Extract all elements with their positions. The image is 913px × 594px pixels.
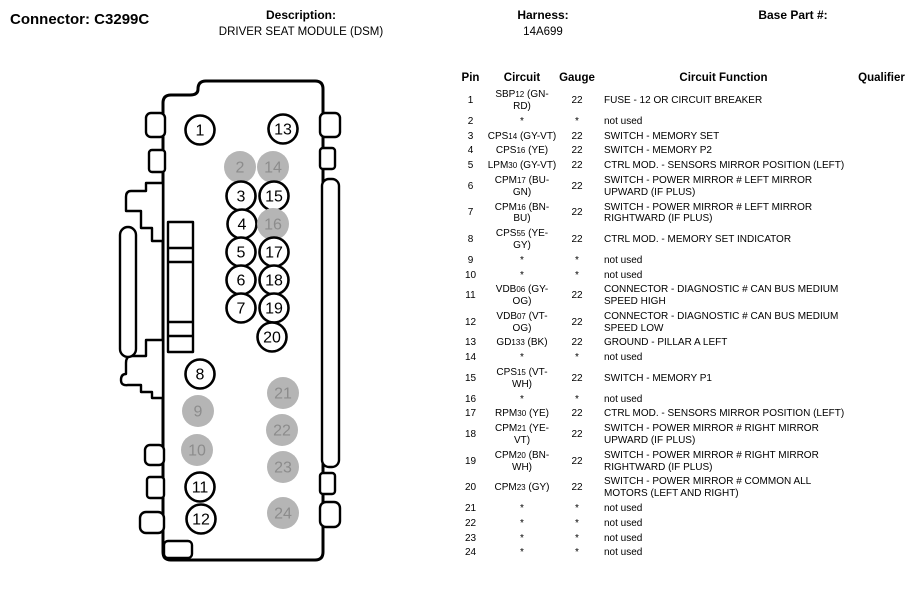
function-cell: SWITCH - MEMORY SET xyxy=(604,130,720,142)
qualifier-cell xyxy=(850,88,913,115)
pin-number: 10 xyxy=(188,442,206,460)
pin-number: 8 xyxy=(195,366,205,384)
gauge-cell: * xyxy=(575,503,579,515)
circuit-cell: * xyxy=(520,352,524,364)
left-tab-icon xyxy=(145,445,164,465)
function-cell: FUSE - 12 OR CIRCUIT BREAKER xyxy=(604,95,763,107)
pin-cell: 4 xyxy=(467,145,474,157)
qualifier-cell xyxy=(850,336,913,351)
gauge-cell: 22 xyxy=(571,372,583,384)
pin-cell: 22 xyxy=(464,517,477,529)
pin-row xyxy=(454,268,913,283)
pin-row xyxy=(454,351,913,366)
pin-number: 9 xyxy=(193,403,203,421)
harness-value: 14A699 xyxy=(523,26,563,38)
left-tab-icon xyxy=(146,113,165,137)
pin-cell: 16 xyxy=(464,393,477,405)
description-label: Description: xyxy=(265,8,336,22)
gauge-cell: 22 xyxy=(571,455,583,467)
description-value: DRIVER SEAT MODULE (DSM) xyxy=(218,26,384,38)
pin-table-header-row xyxy=(454,72,913,88)
pin-cell: 12 xyxy=(464,316,477,328)
function-cell: not used xyxy=(604,532,643,544)
pin-cell: 14 xyxy=(464,352,477,364)
circuit-cell: CPM21 (YE-VT) xyxy=(495,423,549,447)
function-cell: SWITCH - MEMORY P1 xyxy=(604,372,712,384)
pin-row xyxy=(454,283,913,310)
qualifier-cell xyxy=(850,173,913,200)
function-cell: CTRL MOD. - MEMORY SET INDICATOR xyxy=(604,234,792,245)
pin-cell: 24 xyxy=(464,547,477,559)
function-cell: not used xyxy=(604,503,643,515)
pin-cell: 5 xyxy=(467,160,474,172)
pin-number: 23 xyxy=(274,459,292,477)
circuit-cell: CPS55 (YE-GY) xyxy=(495,228,549,251)
gauge-cell: 22 xyxy=(571,316,583,328)
function-cell: SWITCH - POWER MIRROR # COMMON ALL MOTORS (LEFT AND RIGHT) xyxy=(604,476,811,500)
qualifier-cell xyxy=(850,448,913,475)
gauge-cell: 22 xyxy=(571,160,583,172)
function-cell: not used xyxy=(604,269,643,281)
function-cell: SWITCH - POWER MIRROR # RIGHT MIRROR UPWARD (IF PLUS) xyxy=(604,423,819,447)
qualifier-cell xyxy=(850,516,913,531)
pin-cell: 6 xyxy=(467,180,474,192)
circuit-cell: * xyxy=(520,517,524,529)
pin-row xyxy=(454,227,913,254)
gauge-cell: * xyxy=(575,547,579,559)
gauge-cell: * xyxy=(575,393,579,405)
pin-number: 22 xyxy=(273,422,291,440)
qualifier-cell xyxy=(850,144,913,159)
pin-number: 24 xyxy=(274,505,292,523)
gauge-cell: * xyxy=(575,269,579,281)
function-cell: CTRL MOD. - SENSORS MIRROR POSITION (LEFT) xyxy=(604,408,845,420)
function-cell: not used xyxy=(604,254,643,266)
gauge-cell: * xyxy=(575,532,579,544)
function-cell: not used xyxy=(604,352,643,364)
pin-cell: 10 xyxy=(464,269,477,281)
pin-row xyxy=(454,475,913,502)
gauge-cell: 22 xyxy=(571,207,583,219)
pin-row xyxy=(454,336,913,351)
harness-label: Harness: xyxy=(517,8,569,22)
function-cell: GROUND - PILLAR A LEFT xyxy=(604,337,728,349)
pin-cell: 17 xyxy=(464,408,477,420)
qualifier-cell xyxy=(850,475,913,502)
pin-number: 17 xyxy=(265,244,283,262)
pin-cell: 21 xyxy=(464,503,477,515)
pin-number: 1 xyxy=(195,122,205,140)
pin-cell: 3 xyxy=(467,130,474,142)
right-tab-icon xyxy=(320,148,335,169)
circuit-cell: SBP12 (GN-RD) xyxy=(495,89,549,112)
pin-number: 6 xyxy=(236,272,246,290)
col-header-circuit: Circuit xyxy=(503,72,541,84)
connector-diagram xyxy=(80,70,380,582)
pin-cell: 9 xyxy=(467,254,474,266)
pin-row xyxy=(454,502,913,517)
right-tab-icon xyxy=(320,502,340,527)
qualifier-cell xyxy=(850,268,913,283)
circuit-cell: * xyxy=(520,503,524,515)
right-tab-icon xyxy=(320,473,335,494)
gauge-cell: 22 xyxy=(571,290,583,302)
pin-cell: 18 xyxy=(464,429,477,441)
circuit-cell: CPM17 (BU-GN) xyxy=(494,174,550,198)
pin-number: 15 xyxy=(265,188,283,206)
circuit-cell: LPM30 (GY-VT) xyxy=(487,160,557,172)
qualifier-cell xyxy=(850,309,913,336)
pin-cell: 23 xyxy=(464,532,477,544)
pin-number: 13 xyxy=(274,121,292,139)
circuit-cell: * xyxy=(520,532,524,544)
harness-field xyxy=(468,8,618,38)
circuit-cell: * xyxy=(520,254,524,266)
right-tab-icon xyxy=(320,113,340,137)
gauge-cell: 22 xyxy=(571,145,583,157)
gauge-cell: * xyxy=(575,352,579,364)
qualifier-cell xyxy=(850,546,913,561)
gauge-cell: 22 xyxy=(571,337,583,349)
gauge-cell: 22 xyxy=(571,95,583,107)
pin-row xyxy=(454,200,913,227)
qualifier-cell xyxy=(850,531,913,546)
pin-number: 19 xyxy=(265,300,283,318)
qualifier-cell xyxy=(850,422,913,449)
gauge-cell: * xyxy=(575,517,579,529)
pin-number: 21 xyxy=(274,385,292,403)
qualifier-cell xyxy=(850,283,913,310)
pin-number: 16 xyxy=(264,216,282,234)
pin-cell: 7 xyxy=(467,207,474,219)
pin-row xyxy=(454,129,913,144)
qualifier-cell xyxy=(850,502,913,517)
function-cell: SWITCH - POWER MIRROR # RIGHT MIRROR RIGHTWARD (IF PLUS) xyxy=(604,449,819,473)
circuit-cell: CPS14 (GY-VT) xyxy=(487,130,557,142)
circuit-cell: * xyxy=(520,547,524,559)
left-tab-icon xyxy=(140,512,164,533)
function-cell: not used xyxy=(604,115,643,127)
pin-number: 11 xyxy=(191,479,209,497)
pin-table-body xyxy=(454,88,913,561)
pin-cell: 1 xyxy=(467,95,474,107)
circuit-cell: CPM16 (BN-BU) xyxy=(494,201,550,225)
function-cell: SWITCH - POWER MIRROR # LEFT MIRROR RIGHTWARD (IF PLUS) xyxy=(604,201,813,225)
gauge-cell: 22 xyxy=(571,429,583,441)
function-cell: SWITCH - POWER MIRROR # LEFT MIRROR UPWARD (IF PLUS) xyxy=(604,174,813,198)
left-tab-icon xyxy=(149,150,165,172)
pin-cell: 13 xyxy=(464,337,477,349)
gauge-cell: * xyxy=(575,115,579,127)
qualifier-cell xyxy=(850,114,913,129)
circuit-cell: CPS15 (VT-WH) xyxy=(496,367,548,390)
pin-cell: 2 xyxy=(467,115,474,127)
pin-number: 4 xyxy=(237,216,247,234)
pin-row xyxy=(454,422,913,449)
pin-number: 7 xyxy=(236,300,246,318)
function-cell: SWITCH - MEMORY P2 xyxy=(604,145,712,157)
qualifier-cell xyxy=(850,253,913,268)
pin-row xyxy=(454,516,913,531)
pin-number: 2 xyxy=(235,159,245,177)
pin-number: 5 xyxy=(236,244,246,262)
col-header-gauge: Gauge xyxy=(559,72,595,84)
pin-row xyxy=(454,253,913,268)
circuit-cell: * xyxy=(520,269,524,281)
bottom-notch-icon xyxy=(164,541,192,558)
base-part-label: Base Part #: xyxy=(758,8,828,22)
pin-row xyxy=(454,88,913,115)
pin-row xyxy=(454,546,913,561)
gauge-cell: * xyxy=(575,254,579,266)
col-header-pin: Pin xyxy=(461,72,480,84)
circuit-cell: RPM30 (YE) xyxy=(495,408,549,420)
qualifier-cell xyxy=(850,159,913,174)
qualifier-cell xyxy=(850,200,913,227)
qualifier-cell xyxy=(850,407,913,422)
pin-cell: 11 xyxy=(465,290,476,302)
function-cell: CONNECTOR - DIAGNOSTIC # CAN BUS MEDIUM SPEED HIGH xyxy=(604,284,839,308)
gauge-cell: 22 xyxy=(571,130,583,142)
pin-row xyxy=(454,392,913,407)
pin-row xyxy=(454,114,913,129)
function-cell: not used xyxy=(604,547,643,559)
base-part-field xyxy=(715,8,871,26)
function-cell: not used xyxy=(604,517,643,529)
gauge-cell: 22 xyxy=(571,234,583,245)
pin-row xyxy=(454,531,913,546)
right-rail-icon xyxy=(322,179,339,467)
function-cell: not used xyxy=(604,393,643,405)
qualifier-cell xyxy=(850,227,913,254)
pin-row xyxy=(454,309,913,336)
circuit-cell: CPM20 (BN-WH) xyxy=(494,449,550,473)
pin-row xyxy=(454,159,913,174)
pin-row xyxy=(454,366,913,393)
gauge-cell: 22 xyxy=(571,408,583,420)
connector-title xyxy=(10,11,149,28)
pin-cell: 19 xyxy=(464,455,477,467)
qualifier-cell xyxy=(850,392,913,407)
pin-number: 18 xyxy=(265,272,283,290)
circuit-cell: VDB06 (GY-OG) xyxy=(495,284,549,308)
function-cell: CONNECTOR - DIAGNOSTIC # CAN BUS MEDIUM SPEED LOW xyxy=(604,310,839,334)
qualifier-cell xyxy=(850,366,913,393)
circuit-cell: CPS16 (YE) xyxy=(495,145,549,157)
pin-number: 12 xyxy=(192,511,210,529)
pin-table xyxy=(454,72,913,561)
col-header-qualifier: Qualifier xyxy=(858,72,905,84)
pin-row xyxy=(454,448,913,475)
connector-label: Connector: xyxy=(10,11,90,28)
function-cell: CTRL MOD. - SENSORS MIRROR POSITION (LEFT) xyxy=(604,160,845,172)
pin-cell: 20 xyxy=(464,482,477,494)
circuit-cell: GD133 (BK) xyxy=(496,337,548,349)
gauge-cell: 22 xyxy=(571,482,583,494)
pin-row xyxy=(454,407,913,422)
pin-number: 20 xyxy=(263,329,281,347)
left-tab-icon xyxy=(147,477,164,498)
connector-value: C3299C xyxy=(94,11,150,28)
pin-number: 14 xyxy=(264,159,282,177)
pin-number: 3 xyxy=(236,188,246,206)
circuit-cell: * xyxy=(520,393,524,405)
qualifier-cell xyxy=(850,129,913,144)
qualifier-cell xyxy=(850,351,913,366)
pin-cell: 8 xyxy=(467,234,474,245)
circuit-cell: VDB07 (VT-OG) xyxy=(496,310,548,334)
circuit-cell: CPM23 (GY) xyxy=(494,482,550,494)
description-field xyxy=(195,8,407,38)
col-header-circuit-function: Circuit Function xyxy=(679,72,768,84)
gauge-cell: 22 xyxy=(571,180,583,192)
circuit-cell: * xyxy=(520,115,524,127)
pin-row xyxy=(454,173,913,200)
pin-cell: 15 xyxy=(464,372,477,384)
pin-row xyxy=(454,144,913,159)
